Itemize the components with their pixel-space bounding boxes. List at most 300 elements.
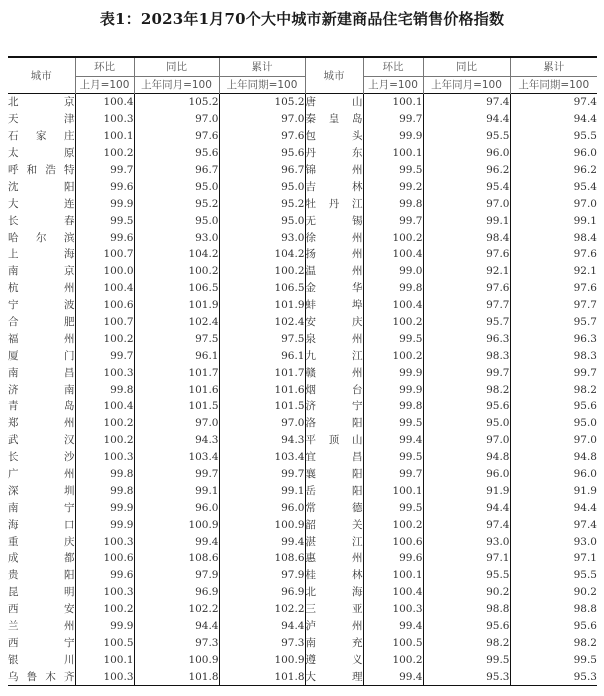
cum-value-right: 94.4 [573, 501, 597, 514]
cum-value-left: 96.9 [219, 584, 305, 601]
mom-value-right: 99.7 [363, 212, 423, 229]
header-row-bases [8, 77, 597, 94]
mom-value-left: 99.6 [75, 178, 134, 195]
city-name-left: 济 南 [8, 381, 75, 398]
cum-value-right: 97.4 [573, 96, 597, 109]
yoy-value-right: 98.2 [423, 635, 510, 652]
yoy-value-right: 95.6 [423, 618, 510, 635]
mom-value-right: 99.4 [363, 432, 423, 449]
cum-value-left: 97.5 [219, 330, 305, 347]
city-name-left: 沈 阳 [8, 178, 75, 195]
cum-value-left: 99.4 [219, 533, 305, 550]
mom-value-left: 100.2 [75, 432, 134, 449]
cum-value-left: 100.2 [219, 263, 305, 280]
yoy-value-right: 96.0 [423, 466, 510, 483]
cum-value-left: 101.6 [219, 381, 305, 398]
city-name-left: 大 连 [8, 195, 75, 212]
yoy-value-left: 97.5 [134, 330, 219, 347]
cum-value-left: 97.6 [219, 128, 305, 145]
table-row [8, 550, 597, 567]
table-row [8, 618, 597, 635]
table-row [8, 466, 597, 483]
cum-value-left: 103.4 [219, 449, 305, 466]
city-name-left: 贵 阳 [8, 567, 75, 584]
table-row [8, 482, 597, 499]
city-name-right: 扬 州 [305, 246, 363, 263]
city-name-left: 成 都 [8, 550, 75, 567]
mom-value-right: 100.2 [363, 516, 423, 533]
city-name-left: 合 肥 [8, 314, 75, 331]
yoy-value-right: 95.3 [423, 668, 510, 685]
yoy-value-left: 101.7 [134, 364, 219, 381]
cum-value-right: 98.8 [573, 603, 597, 616]
mom-value-right: 99.5 [363, 330, 423, 347]
table-row [8, 330, 597, 347]
cum-value-left: 99.1 [219, 482, 305, 499]
yoy-value-left: 100.9 [134, 651, 219, 668]
city-name-left: 郑 州 [8, 415, 75, 432]
table-row [8, 145, 597, 162]
yoy-value-right: 94.4 [423, 111, 510, 128]
mom-value-left: 100.3 [75, 584, 134, 601]
header-yoy-right: 同比 [423, 57, 510, 77]
cum-value-left: 97.0 [219, 415, 305, 432]
table-row [8, 246, 597, 263]
cum-value-left: 101.8 [219, 668, 305, 685]
cum-value-left: 102.4 [219, 314, 305, 331]
yoy-value-right: 93.0 [423, 533, 510, 550]
city-name-left: 北 京 [8, 94, 75, 111]
cum-value-right: 94.8 [573, 451, 597, 464]
yoy-value-right: 91.9 [423, 482, 510, 499]
city-name-left: 上 海 [8, 246, 75, 263]
table-row [8, 347, 597, 364]
cum-value-right: 96.2 [573, 164, 597, 176]
yoy-value-right: 94.8 [423, 449, 510, 466]
header-row-labels [8, 57, 597, 77]
yoy-value-left: 95.0 [134, 178, 219, 195]
header-cum-right: 累计 [543, 61, 565, 73]
mom-value-right: 99.0 [363, 263, 423, 280]
yoy-value-left: 95.6 [134, 145, 219, 162]
mom-value-right: 100.1 [363, 145, 423, 162]
table-row [8, 212, 597, 229]
city-name-right: 丹 东 [305, 145, 363, 162]
mom-value-left: 100.3 [75, 449, 134, 466]
yoy-value-left: 100.2 [134, 263, 219, 280]
city-name-right: 襄 阳 [305, 466, 363, 483]
mom-value-left: 100.3 [75, 364, 134, 381]
city-name-left: 南 京 [8, 263, 75, 280]
cum-value-right: 98.4 [573, 231, 597, 244]
cum-value-left: 94.4 [219, 618, 305, 635]
cum-value-left: 102.2 [219, 601, 305, 618]
mom-value-left: 100.1 [75, 651, 134, 668]
city-name-left: 昆 明 [8, 584, 75, 601]
city-name-right: 桂 林 [305, 567, 363, 584]
city-name-right: 九 江 [305, 347, 363, 364]
table-row [8, 178, 597, 195]
yoy-value-left: 96.7 [134, 162, 219, 179]
yoy-value-right: 96.2 [423, 162, 510, 179]
city-name-left: 重 庆 [8, 533, 75, 550]
mom-value-right: 99.9 [363, 364, 423, 381]
city-name-right: 安 庆 [305, 314, 363, 331]
mom-value-left: 99.6 [75, 229, 134, 246]
city-name-right: 蚌 埠 [305, 297, 363, 314]
mom-value-right: 99.5 [363, 499, 423, 516]
table-row [8, 533, 597, 550]
yoy-value-right: 95.0 [423, 415, 510, 432]
header-mom-left: 环比 [75, 57, 134, 77]
header-cum-base-right: 上年同期=100 [510, 77, 597, 94]
city-name-left: 乌鲁木齐 [8, 668, 75, 685]
cum-value-right: 98.3 [573, 349, 597, 362]
yoy-value-right: 95.5 [423, 128, 510, 145]
cum-value-right: 98.2 [573, 636, 597, 649]
city-name-left: 海 口 [8, 516, 75, 533]
city-name-right: 宜 昌 [305, 449, 363, 466]
city-name-right: 牡丹江 [305, 195, 363, 212]
mom-value-right: 100.6 [363, 533, 423, 550]
mom-value-right: 100.4 [363, 297, 423, 314]
header-cum-base-left: 上年同期=100 [219, 77, 305, 94]
header-mom-right: 环比 [363, 57, 423, 77]
header-yoy-base-left: 上年同月=100 [134, 77, 219, 94]
yoy-value-left: 101.8 [134, 668, 219, 685]
city-name-right: 济 宁 [305, 398, 363, 415]
cum-value-right: 97.0 [573, 434, 597, 447]
mom-value-left: 100.7 [75, 314, 134, 331]
table-row [8, 128, 597, 145]
city-name-left: 广 州 [8, 466, 75, 483]
city-name-right: 平顶山 [305, 432, 363, 449]
mom-value-right: 100.1 [363, 567, 423, 584]
city-name-right: 南 充 [305, 635, 363, 652]
table-row [8, 584, 597, 601]
mom-value-left: 99.9 [75, 618, 134, 635]
city-name-left: 宁 波 [8, 297, 75, 314]
city-name-left: 福 州 [8, 330, 75, 347]
city-name-left: 青 岛 [8, 398, 75, 415]
city-name-right: 常 德 [305, 499, 363, 516]
cum-value-right: 98.2 [573, 383, 597, 396]
mom-value-right: 100.4 [363, 246, 423, 263]
city-name-left: 石家庄 [8, 128, 75, 145]
header-yoy-base-right: 上年同月=100 [423, 77, 510, 94]
mom-value-right: 99.5 [363, 162, 423, 179]
city-name-left: 西 宁 [8, 635, 75, 652]
city-name-right: 遵 义 [305, 651, 363, 668]
city-name-right: 包 头 [305, 128, 363, 145]
mom-value-right: 100.4 [363, 584, 423, 601]
mom-value-right: 99.9 [363, 128, 423, 145]
table-row [8, 111, 597, 128]
yoy-value-left: 99.4 [134, 533, 219, 550]
table-row [8, 229, 597, 246]
yoy-value-right: 98.4 [423, 229, 510, 246]
city-name-right: 无 锡 [305, 212, 363, 229]
city-name-right: 岳 阳 [305, 482, 363, 499]
city-name-left: 天 津 [8, 111, 75, 128]
mom-value-right: 99.6 [363, 550, 423, 567]
cum-value-right: 94.4 [573, 113, 597, 126]
mom-value-right: 99.8 [363, 398, 423, 415]
table-row [8, 432, 597, 449]
city-name-right: 惠 州 [305, 550, 363, 567]
table-row [8, 263, 597, 280]
cum-value-left: 96.0 [219, 499, 305, 516]
yoy-value-right: 97.0 [423, 432, 510, 449]
yoy-value-left: 105.2 [134, 94, 219, 111]
city-name-right: 赣 州 [305, 364, 363, 381]
cum-value-left: 101.5 [219, 398, 305, 415]
city-name-left: 杭 州 [8, 280, 75, 297]
cum-value-left: 97.3 [219, 635, 305, 652]
mom-value-right: 100.2 [363, 651, 423, 668]
yoy-value-right: 95.6 [423, 398, 510, 415]
yoy-value-right: 99.5 [423, 651, 510, 668]
cum-value-left: 95.6 [219, 145, 305, 162]
city-name-left: 银 川 [8, 651, 75, 668]
mom-value-left: 100.3 [75, 111, 134, 128]
mom-value-left: 100.2 [75, 601, 134, 618]
mom-value-left: 100.2 [75, 145, 134, 162]
yoy-value-left: 102.4 [134, 314, 219, 331]
yoy-value-right: 97.4 [423, 94, 510, 111]
yoy-value-left: 97.3 [134, 635, 219, 652]
city-name-left: 太 原 [8, 145, 75, 162]
cum-value-right: 95.4 [573, 180, 597, 193]
cum-value-right: 95.6 [573, 620, 597, 633]
table-row [8, 601, 597, 618]
cum-value-right: 95.3 [510, 668, 597, 685]
yoy-value-left: 108.6 [134, 550, 219, 567]
yoy-value-left: 95.2 [134, 195, 219, 212]
yoy-value-left: 97.0 [134, 415, 219, 432]
city-name-right: 泉 州 [305, 330, 363, 347]
yoy-value-right: 95.5 [423, 567, 510, 584]
table-row [8, 297, 597, 314]
yoy-value-right: 95.7 [423, 314, 510, 331]
mom-value-right: 99.5 [363, 449, 423, 466]
mom-value-left: 100.0 [75, 263, 134, 280]
city-name-right: 湛 江 [305, 533, 363, 550]
mom-value-left: 99.9 [75, 195, 134, 212]
table-row [8, 415, 597, 432]
table-row [8, 280, 597, 297]
city-name-left: 厦 门 [8, 347, 75, 364]
table-row [8, 381, 597, 398]
mom-value-right: 100.1 [363, 94, 423, 111]
mom-value-left: 100.3 [75, 668, 134, 685]
mom-value-right: 100.3 [363, 601, 423, 618]
yoy-value-right: 97.0 [423, 195, 510, 212]
yoy-value-left: 96.9 [134, 584, 219, 601]
mom-value-left: 100.4 [75, 94, 134, 111]
mom-value-left: 99.6 [75, 567, 134, 584]
mom-value-right: 100.2 [363, 229, 423, 246]
cum-value-right: 97.4 [573, 518, 597, 531]
cum-value-right: 93.0 [573, 535, 597, 548]
cum-value-right: 99.7 [573, 366, 597, 379]
city-name-left: 南 昌 [8, 364, 75, 381]
city-name-right: 金 华 [305, 280, 363, 297]
cum-value-right: 96.0 [573, 147, 597, 160]
header-city-left: 城市 [8, 57, 75, 94]
cum-value-left: 101.9 [219, 297, 305, 314]
table-row [8, 516, 597, 533]
yoy-value-left: 97.6 [134, 128, 219, 145]
cum-value-left: 95.0 [219, 178, 305, 195]
table-row [8, 195, 597, 212]
city-name-right: 吉 林 [305, 178, 363, 195]
header-city-right: 城市 [305, 57, 363, 94]
yoy-value-left: 104.2 [134, 246, 219, 263]
city-name-left: 西 安 [8, 601, 75, 618]
header-yoy-left: 同比 [134, 57, 219, 77]
table-row [8, 499, 597, 516]
city-name-right: 烟 台 [305, 381, 363, 398]
yoy-value-left: 106.5 [134, 280, 219, 297]
yoy-value-left: 99.7 [134, 466, 219, 483]
table-title: 表1：2023年1月70个大中城市新建商品住宅销售价格指数 [99, 10, 505, 28]
cum-value-left: 93.0 [219, 229, 305, 246]
yoy-value-left: 101.6 [134, 381, 219, 398]
table-row [8, 364, 597, 381]
table-body [8, 94, 597, 686]
mom-value-left: 99.9 [75, 516, 134, 533]
cum-value-left: 100.9 [219, 651, 305, 668]
header-cum-left: 累计 [219, 57, 305, 77]
yoy-value-right: 96.0 [423, 145, 510, 162]
cum-value-right: 97.0 [573, 197, 597, 210]
cum-value-left: 97.0 [219, 111, 305, 128]
header-mom-base-left: 上月=100 [75, 77, 134, 94]
mom-value-left: 100.6 [75, 297, 134, 314]
cum-value-right: 96.3 [573, 332, 597, 345]
city-name-right: 唐 山 [305, 94, 363, 111]
mom-value-left: 99.9 [75, 499, 134, 516]
yoy-value-left: 96.0 [134, 499, 219, 516]
mom-value-left: 99.8 [75, 466, 134, 483]
cum-value-left: 101.7 [219, 364, 305, 381]
cum-value-right: 95.0 [573, 417, 597, 430]
yoy-value-left: 100.9 [134, 516, 219, 533]
yoy-value-left: 97.9 [134, 567, 219, 584]
yoy-value-left: 97.0 [134, 111, 219, 128]
yoy-value-right: 90.2 [423, 584, 510, 601]
mom-value-left: 99.8 [75, 381, 134, 398]
city-name-left: 长 沙 [8, 449, 75, 466]
city-name-left: 深 圳 [8, 482, 75, 499]
yoy-value-left: 94.4 [134, 618, 219, 635]
cum-value-right: 96.0 [573, 468, 597, 481]
city-name-right: 三 亚 [305, 601, 363, 618]
cum-value-left: 95.2 [219, 195, 305, 212]
mom-value-left: 100.4 [75, 280, 134, 297]
cum-value-right: 95.5 [573, 569, 597, 582]
mom-value-right: 99.9 [363, 381, 423, 398]
yoy-value-right: 99.7 [423, 364, 510, 381]
cum-value-left: 96.1 [219, 347, 305, 364]
yoy-value-right: 97.6 [423, 246, 510, 263]
cum-value-right: 97.7 [573, 299, 597, 312]
cum-value-left: 105.2 [219, 94, 305, 111]
cum-value-right: 97.1 [573, 552, 597, 565]
mom-value-left: 100.1 [75, 128, 134, 145]
cum-value-right: 99.1 [573, 214, 597, 227]
table-row [8, 567, 597, 584]
mom-value-left: 100.2 [75, 330, 134, 347]
yoy-value-left: 95.0 [134, 212, 219, 229]
city-name-right: 大 理 [305, 668, 363, 685]
table-row [8, 651, 597, 668]
mom-value-right: 99.5 [363, 415, 423, 432]
cum-value-right: 95.7 [573, 316, 597, 329]
cum-value-left: 99.7 [219, 466, 305, 483]
yoy-value-right: 96.3 [423, 330, 510, 347]
table-row [8, 449, 597, 466]
mom-value-left: 100.3 [75, 533, 134, 550]
mom-value-left: 99.8 [75, 482, 134, 499]
yoy-value-right: 98.8 [423, 601, 510, 618]
yoy-value-left: 103.4 [134, 449, 219, 466]
mom-value-right: 99.7 [363, 111, 423, 128]
cum-value-right: 90.2 [573, 586, 597, 599]
table-row [8, 635, 597, 652]
mom-value-left: 100.5 [75, 635, 134, 652]
yoy-value-right: 92.1 [423, 263, 510, 280]
mom-value-right: 99.8 [363, 280, 423, 297]
city-name-left: 呼和浩特 [8, 162, 75, 179]
mom-value-left: 100.2 [75, 415, 134, 432]
mom-value-left: 100.4 [75, 398, 134, 415]
yoy-value-left: 96.1 [134, 347, 219, 364]
cum-value-right: 97.6 [573, 282, 597, 295]
cum-value-right: 99.5 [573, 653, 597, 666]
city-name-left: 长 春 [8, 212, 75, 229]
cum-value-left: 97.9 [219, 567, 305, 584]
cum-value-right: 95.5 [573, 130, 597, 143]
yoy-value-left: 93.0 [134, 229, 219, 246]
cum-value-left: 94.3 [219, 432, 305, 449]
mom-value-right: 99.2 [363, 178, 423, 195]
cum-value-right: 95.6 [573, 400, 597, 413]
mom-value-left: 100.6 [75, 550, 134, 567]
table-row [8, 668, 597, 685]
city-name-right: 徐 州 [305, 229, 363, 246]
cum-value-left: 104.2 [219, 246, 305, 263]
cum-value-right: 91.9 [573, 484, 597, 497]
yoy-value-right: 95.4 [423, 178, 510, 195]
mom-value-right: 100.5 [363, 635, 423, 652]
yoy-value-right: 97.7 [423, 297, 510, 314]
table-row [8, 398, 597, 415]
city-name-right: 洛 阳 [305, 415, 363, 432]
yoy-value-right: 98.2 [423, 381, 510, 398]
cum-value-left: 95.0 [219, 212, 305, 229]
yoy-value-left: 102.2 [134, 601, 219, 618]
table-row [8, 94, 597, 111]
cum-value-left: 100.9 [219, 516, 305, 533]
city-name-right: 秦皇岛 [305, 111, 363, 128]
yoy-value-right: 99.1 [423, 212, 510, 229]
city-name-right: 韶 关 [305, 516, 363, 533]
mom-value-right: 99.4 [363, 618, 423, 635]
yoy-value-left: 94.3 [134, 432, 219, 449]
price-index-table [8, 56, 597, 686]
